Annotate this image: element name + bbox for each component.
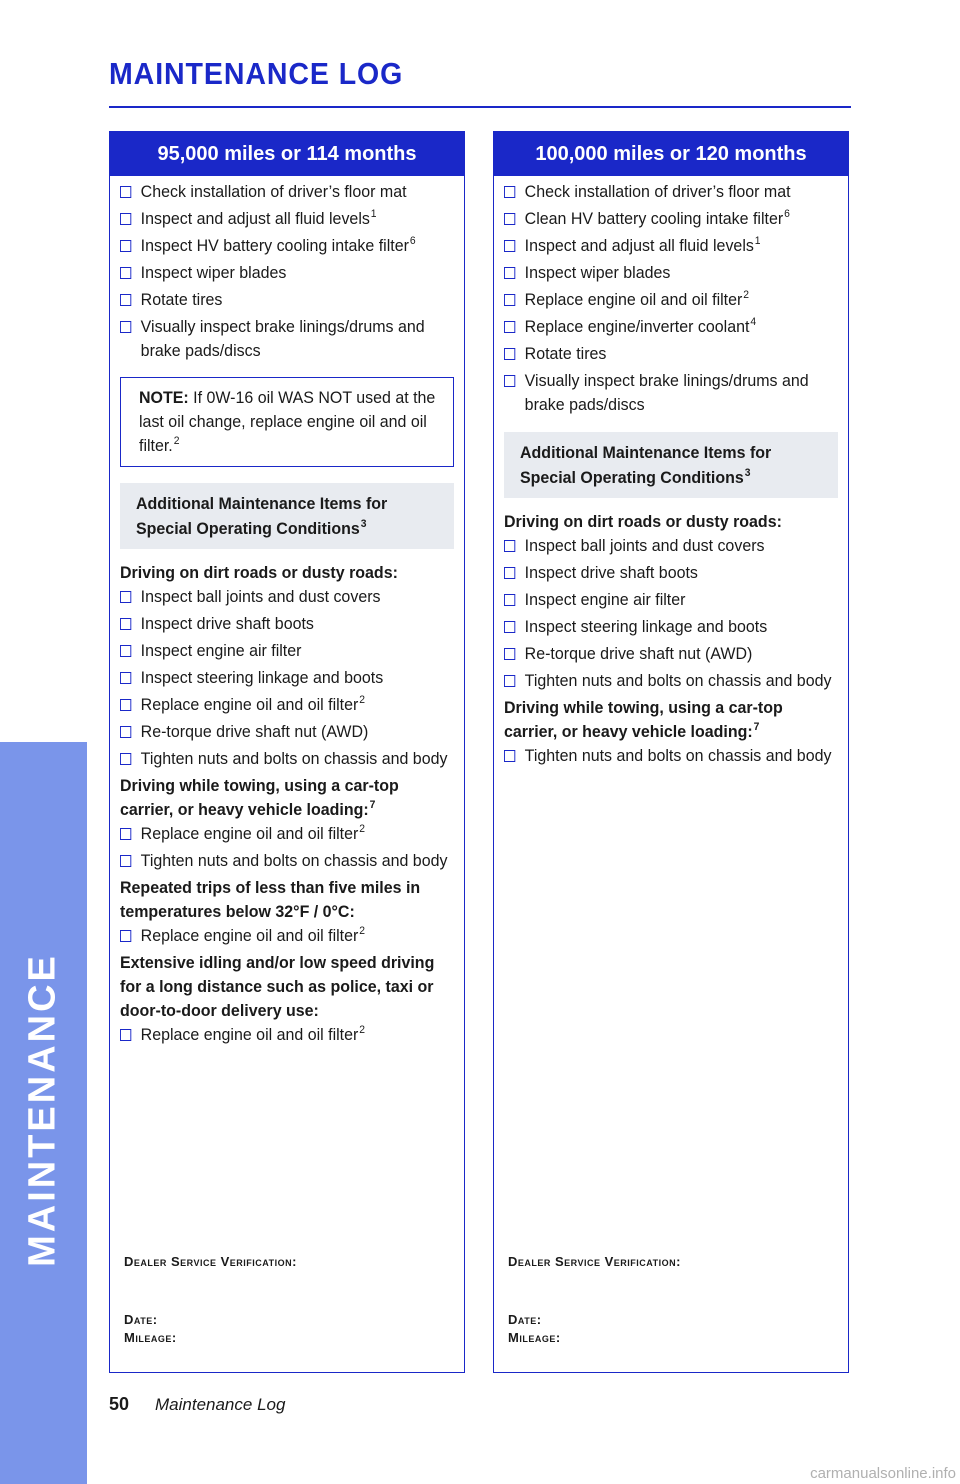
checkbox[interactable]	[120, 591, 131, 603]
item-text: Replace engine/inverter coolant	[524, 317, 750, 336]
item-text: Clean HV battery cooling intake filter	[524, 209, 784, 228]
checkbox[interactable]	[504, 750, 515, 762]
item-text: Inspect engine air filter	[524, 590, 686, 609]
checklist-item	[504, 615, 837, 639]
item-text: Inspect and adjust all fluid levels	[524, 236, 754, 255]
checklist-item	[504, 588, 837, 612]
checkbox[interactable]	[504, 648, 515, 660]
checkbox[interactable]	[504, 321, 515, 333]
checklist-item	[504, 744, 837, 768]
item-text: Inspect wiper blades	[140, 263, 287, 282]
dealer-verification-label: Dealer Service Verification:	[124, 1254, 297, 1269]
item-text: Tighten nuts and bolts on chassis and body	[140, 851, 448, 870]
checkbox[interactable]	[120, 672, 131, 684]
item-text: Tighten nuts and bolts on chassis and body	[524, 671, 832, 690]
checkbox[interactable]	[504, 294, 515, 306]
mileage-label: Mileage:	[508, 1330, 561, 1345]
footnote-ref: 7	[369, 799, 376, 811]
item-text: Tighten nuts and bolts on chassis and body	[524, 746, 832, 765]
checkbox[interactable]	[120, 213, 131, 225]
title-rule	[109, 106, 851, 108]
checklist-item	[504, 369, 837, 417]
checkbox[interactable]	[504, 594, 515, 606]
checklist-item	[120, 612, 453, 636]
condition-heading	[120, 876, 453, 924]
checkbox[interactable]	[120, 930, 131, 942]
checklist-item	[120, 234, 453, 258]
checklist-item	[120, 849, 453, 873]
item-text: Inspect ball joints and dust covers	[524, 536, 765, 555]
footnote-ref: 2	[173, 435, 180, 447]
page-number: 50	[109, 1394, 130, 1414]
item-text: Inspect drive shaft boots	[140, 614, 314, 633]
condition-title: Driving while towing, using a car-top carrier, or heavy vehicle loading:	[120, 776, 399, 819]
column-header: 100,000 miles or 120 months	[494, 132, 848, 176]
condition-title: Driving while towing, using a car-top carrier, or heavy vehicle loading:	[504, 698, 783, 741]
side-tab-label: MAINTENANCE	[21, 953, 64, 1267]
item-text: Re-torque drive shaft nut (AWD)	[140, 722, 369, 741]
note-text: If 0W-16 oil WAS NOT used at the last oil change, replace engine oil and oil filter.	[139, 388, 436, 455]
conditions-list	[120, 561, 454, 1047]
item-text: Tighten nuts and bolts on chassis and body	[140, 749, 448, 768]
checklist-item	[120, 720, 453, 744]
footer-title: Maintenance Log	[155, 1395, 286, 1414]
checklist-item	[120, 207, 453, 231]
footnote-ref: 2	[743, 289, 750, 301]
condition-title: Extensive idling and/or low speed driving for a long distance such as police, taxi or door-to-door delivery use:	[120, 953, 435, 1020]
checklist-item	[120, 288, 453, 312]
checklist-item	[120, 261, 453, 285]
condition-heading	[120, 951, 453, 1023]
log-column-95000	[109, 131, 465, 1373]
checklist-item	[504, 642, 837, 666]
column-body	[110, 176, 464, 1047]
item-text: Re-torque drive shaft nut (AWD)	[524, 644, 753, 663]
item-text: Inspect ball joints and dust covers	[140, 587, 381, 606]
checkbox[interactable]	[120, 828, 131, 840]
checklist-item	[120, 1023, 453, 1047]
checkbox[interactable]	[120, 1029, 131, 1041]
footnote-ref: 2	[359, 823, 366, 835]
footnote-ref: 1	[370, 208, 377, 220]
item-text: Replace engine oil and oil filter	[140, 1025, 359, 1044]
checklist-item	[504, 180, 837, 204]
item-text: Replace engine oil and oil filter	[140, 695, 359, 714]
date-label: Date:	[508, 1312, 542, 1327]
checkbox[interactable]	[504, 621, 515, 633]
checkbox[interactable]	[120, 855, 131, 867]
checklist-item	[504, 561, 837, 585]
checkbox[interactable]	[504, 213, 515, 225]
item-text: Inspect steering linkage and boots	[524, 617, 768, 636]
checkbox[interactable]	[120, 240, 131, 252]
footnote-ref: 2	[359, 694, 366, 706]
checkbox[interactable]	[504, 540, 515, 552]
checkbox[interactable]	[120, 186, 131, 198]
checklist-item	[120, 639, 453, 663]
checklist-item	[504, 342, 837, 366]
checkbox[interactable]	[504, 348, 515, 360]
footnote-ref: 6	[409, 235, 416, 247]
footnote-ref: 4	[750, 316, 757, 328]
condition-title: Repeated trips of less than five miles in temperatures below 32°F / 0°C:	[120, 878, 421, 921]
item-text: Inspect wiper blades	[524, 263, 671, 282]
note-box	[120, 377, 454, 467]
watermark: carmanualsonline.info	[810, 1465, 956, 1482]
item-text: Inspect drive shaft boots	[524, 563, 698, 582]
checklist-item	[504, 315, 837, 339]
checkbox[interactable]	[120, 753, 131, 765]
date-label: Date:	[124, 1312, 158, 1327]
conditions-list	[504, 510, 838, 768]
checklist-item	[120, 747, 453, 771]
checklist-item	[504, 207, 837, 231]
item-text: Rotate tires	[524, 344, 607, 363]
item-text: Inspect and adjust all fluid levels	[140, 209, 370, 228]
checkbox[interactable]	[504, 267, 515, 279]
checklist-item	[504, 669, 837, 693]
item-text: Replace engine oil and oil filter	[140, 824, 359, 843]
condition-heading	[504, 510, 837, 534]
checklist-item	[120, 693, 453, 717]
footnote-ref: 1	[754, 235, 761, 247]
condition-heading	[504, 696, 837, 744]
item-text: Visually inspect brake linings/drums and brake pads/discs	[524, 371, 809, 414]
checklist-item	[120, 315, 453, 363]
checklist	[504, 180, 838, 417]
checkbox[interactable]	[504, 186, 515, 198]
checklist-item	[120, 585, 453, 609]
checklist-item	[120, 924, 453, 948]
footnote-ref: 7	[753, 721, 760, 733]
checklist-item	[504, 234, 837, 258]
item-text: Check installation of driver’s floor mat	[524, 182, 791, 201]
condition-heading	[120, 774, 453, 822]
footnote-ref: 6	[784, 208, 790, 220]
footnote-ref: 2	[359, 1024, 366, 1036]
column-header: 95,000 miles or 114 months	[110, 132, 464, 176]
checkbox[interactable]	[120, 645, 131, 657]
checklist-item	[120, 822, 453, 846]
checkbox[interactable]	[504, 567, 515, 579]
item-text: Inspect engine air filter	[140, 641, 302, 660]
checkbox[interactable]	[120, 618, 131, 630]
condition-title: Driving on dirt roads or dusty roads:	[504, 512, 782, 531]
additional-items-heading	[120, 483, 454, 549]
additional-items-title: Additional Maintenance Items for Special Operating Conditions	[520, 443, 772, 487]
item-text: Replace engine oil and oil filter	[140, 926, 359, 945]
item-text: Inspect steering linkage and boots	[140, 668, 384, 687]
footnote-ref: 3	[744, 467, 751, 479]
item-text: Inspect HV battery cooling intake filter	[140, 236, 409, 255]
checklist-item	[120, 666, 453, 690]
column-body	[494, 176, 848, 768]
checkbox[interactable]	[120, 699, 131, 711]
checkbox[interactable]	[504, 240, 515, 252]
note-label: NOTE:	[139, 388, 189, 407]
additional-items-title: Additional Maintenance Items for Special Operating Conditions	[136, 494, 388, 538]
log-column-100000	[493, 131, 849, 1373]
item-text: Replace engine oil and oil filter	[524, 290, 743, 309]
checklist-item	[120, 180, 453, 204]
checkbox[interactable]	[120, 294, 131, 306]
mileage-label: Mileage:	[124, 1330, 177, 1345]
checkbox[interactable]	[120, 267, 131, 279]
checkbox[interactable]	[504, 375, 515, 387]
condition-title: Driving on dirt roads or dusty roads:	[120, 563, 398, 582]
checkbox[interactable]	[504, 675, 515, 687]
item-text: Rotate tires	[140, 290, 223, 309]
checkbox[interactable]	[120, 726, 131, 738]
additional-items-heading	[504, 432, 838, 498]
footnote-ref: 2	[359, 925, 366, 937]
checklist-item	[504, 288, 837, 312]
footnote-ref: 3	[360, 518, 367, 530]
checklist-item	[504, 261, 837, 285]
dealer-verification-label: Dealer Service Verification:	[508, 1254, 681, 1269]
condition-heading	[120, 561, 453, 585]
item-text: Check installation of driver’s floor mat	[140, 182, 407, 201]
checkbox[interactable]	[120, 321, 131, 333]
item-text: Visually inspect brake linings/drums and brake pads/discs	[140, 317, 425, 360]
checklist	[120, 180, 454, 363]
checklist-item	[504, 534, 837, 558]
page-title: MAINTENANCE LOG	[109, 56, 404, 91]
